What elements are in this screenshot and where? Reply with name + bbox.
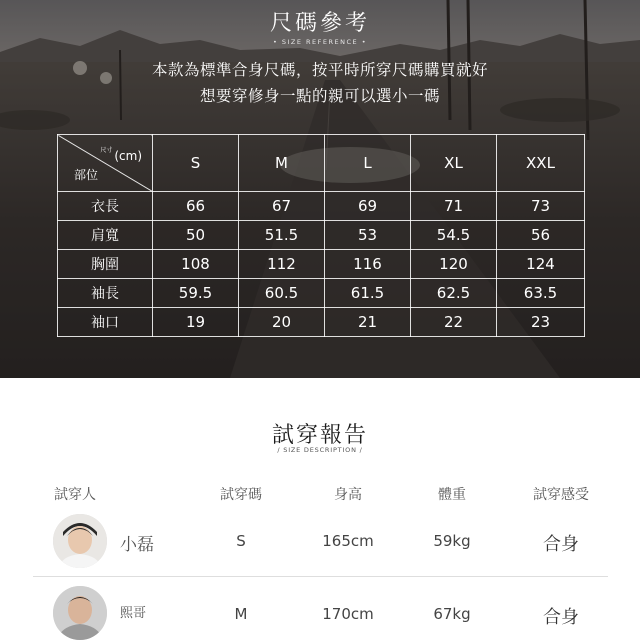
tester-name: 熙哥 (120, 606, 147, 621)
table-cell: 69 (325, 192, 411, 221)
table-cell: 51.5 (239, 221, 325, 250)
table-cell: 54.5 (411, 221, 497, 250)
table-cell: 120 (411, 250, 497, 279)
try-report-title: 試穿報告 (271, 423, 368, 448)
table-cell: 59.5 (153, 279, 239, 308)
tester-height: 170cm (322, 605, 374, 623)
person-avatar-icon (53, 514, 107, 568)
size-header-l: L (325, 135, 411, 192)
tester-height: 165cm (322, 532, 374, 550)
table-cell: 56 (497, 221, 585, 250)
size-reference-title: 尺碼參考 (269, 11, 370, 36)
header-height: 身高 (334, 487, 362, 503)
header-tester: 試穿人 (54, 487, 96, 503)
size-header-xl: XL (411, 135, 497, 192)
tester-name: 小磊 (120, 535, 154, 555)
corner-unit-small: 尺寸 (100, 147, 113, 154)
row-label: 衣長 (58, 192, 153, 221)
header-size: 試穿碼 (220, 487, 262, 503)
tester-feel: 合身 (543, 534, 579, 555)
tester-size: S (236, 532, 246, 550)
table-cell: 22 (411, 308, 497, 337)
table-corner-cell (58, 135, 153, 192)
header-weight: 體重 (438, 487, 466, 503)
table-cell: 60.5 (239, 279, 325, 308)
size-header-xxl: XXL (497, 135, 585, 192)
table-cell: 63.5 (497, 279, 585, 308)
table-cell: 53 (325, 221, 411, 250)
size-header-m: M (239, 135, 325, 192)
corner-part-label: 部位 (74, 168, 99, 182)
size-chart-table (57, 134, 585, 337)
table-cell: 50 (153, 221, 239, 250)
size-header-row (58, 135, 585, 192)
table-row (58, 221, 585, 250)
table-cell: 116 (325, 250, 411, 279)
row-label: 胸圍 (58, 250, 153, 279)
size-advice-line-2: 想要穿修身一點的親可以選小一碼 (199, 87, 440, 105)
tester-avatar (53, 586, 107, 640)
table-cell: 112 (239, 250, 325, 279)
table-cell: 67 (239, 192, 325, 221)
table-row (58, 279, 585, 308)
table-cell: 21 (325, 308, 411, 337)
corner-unit-label (100, 149, 142, 163)
table-row (58, 250, 585, 279)
table-cell: 73 (497, 192, 585, 221)
tester-weight: 67kg (433, 605, 471, 623)
tester-avatar (53, 514, 107, 568)
tester-size: M (234, 605, 248, 623)
row-divider (33, 576, 608, 577)
table-cell: 19 (153, 308, 239, 337)
try-report-subtitle: / SIZE DESCRIPTION / (277, 446, 363, 454)
size-advice-line-1: 本款為標準合身尺碼，按平時所穿尺碼購買就好 (151, 61, 488, 79)
tester-weight: 59kg (433, 532, 471, 550)
person-avatar-icon (53, 586, 107, 640)
table-cell: 108 (153, 250, 239, 279)
table-cell: 20 (239, 308, 325, 337)
table-cell: 61.5 (325, 279, 411, 308)
table-row (58, 192, 585, 221)
header-feel: 試穿感受 (533, 487, 589, 503)
tester-feel: 合身 (543, 607, 579, 628)
table-cell: 62.5 (411, 279, 497, 308)
corner-unit: (cm) (114, 149, 142, 163)
table-cell: 23 (497, 308, 585, 337)
size-header-s: S (153, 135, 239, 192)
row-label: 袖長 (58, 279, 153, 308)
table-cell: 71 (411, 192, 497, 221)
table-row (58, 308, 585, 337)
table-cell: 66 (153, 192, 239, 221)
row-label: 肩寬 (58, 221, 153, 250)
row-label: 袖口 (58, 308, 153, 337)
table-cell: 124 (497, 250, 585, 279)
size-reference-subtitle: • SIZE REFERENCE • (272, 38, 368, 46)
